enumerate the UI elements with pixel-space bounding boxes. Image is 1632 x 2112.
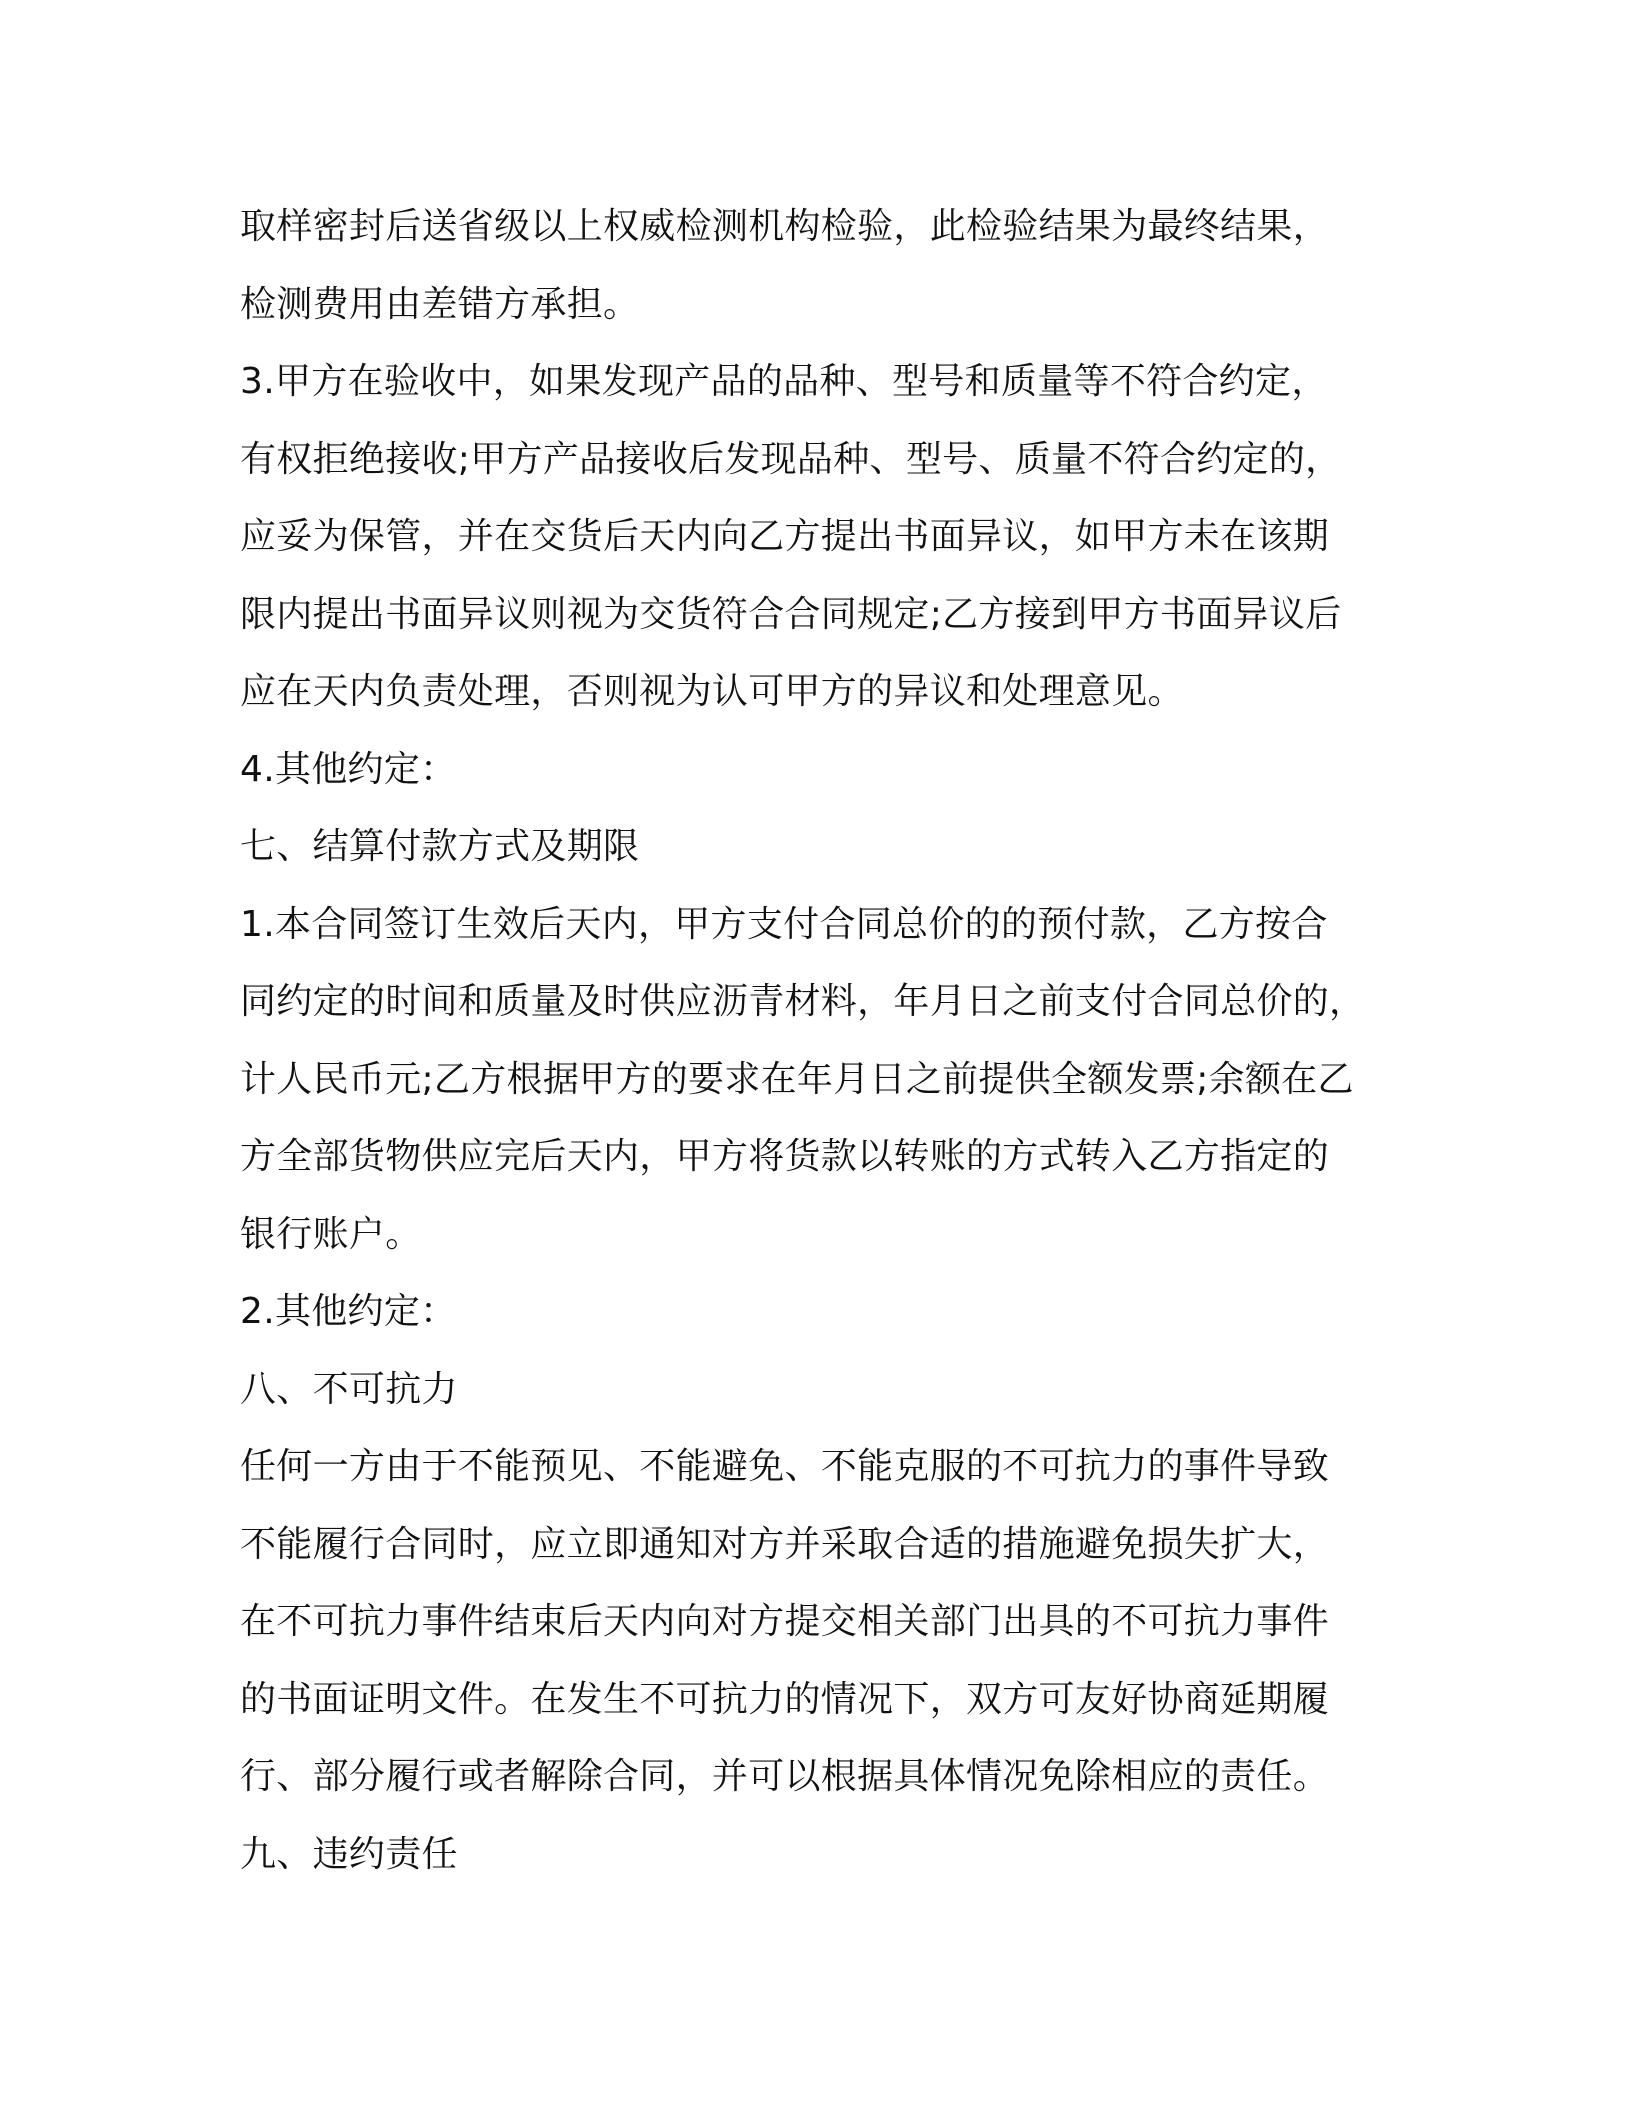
text-line: 的书面证明文件。在发生不可抗力的情况下，双方可友好协商延期履 bbox=[240, 1678, 1330, 1720]
clause-item-3: 3.甲方在验收中，如果发现产品的品种、型号和质量等不符合约定， bbox=[240, 361, 1328, 402]
text-line: 有权拒绝接收;甲方产品接收后发现品种、型号、质量不符合约定的， bbox=[240, 438, 1342, 480]
clause-item-4: 4.其他约定： bbox=[240, 748, 457, 790]
text-line: 同约定的时间和质量及时供应沥青材料，年月日之前支付合同总价的， bbox=[240, 981, 1366, 1022]
text-line: 限内提出书面异议则视为交货符合合同规定;乙方接到甲方书面异议后 bbox=[240, 593, 1342, 635]
text-line: 在不可抗力事件结束后天内向对方提交相关部门出具的不可抗力事件 bbox=[240, 1601, 1330, 1642]
text-line: 计人民币元;乙方根据甲方的要求在年月日之前提供全额发票;余额在乙 bbox=[240, 1058, 1354, 1100]
text-line: 方全部货物供应完后天内，甲方将货款以转账的方式转入乙方指定的 bbox=[240, 1136, 1330, 1177]
text-line: 不能履行合同时，应立即通知对方并采取合适的措施避免损失扩大， bbox=[240, 1523, 1330, 1565]
text-line: 银行账户。 bbox=[240, 1213, 422, 1255]
section-heading-9: 九、违约责任 bbox=[240, 1833, 458, 1875]
text-line: 检测费用由差错方承担。 bbox=[240, 283, 640, 325]
text-line: 应妥为保管，并在交货后天内向乙方提出书面异议，如甲方未在该期 bbox=[240, 516, 1330, 557]
text-line: 行、部分履行或者解除合同，并可以根据具体情况免除相应的责任。 bbox=[240, 1756, 1330, 1797]
text-line: 任何一方由于不能预见、不能避免、不能克服的不可抗力的事件导致 bbox=[240, 1446, 1330, 1487]
clause-item-1: 1.本合同签订生效后天内，甲方支付合同总价的的预付款，乙方按合 bbox=[240, 903, 1328, 945]
clause-item-2: 2.其他约定： bbox=[240, 1291, 457, 1332]
section-heading-8: 八、不可抗力 bbox=[240, 1368, 458, 1410]
text-line: 取样密封后送省级以上权威检测机构检验，此检验结果为最终结果， bbox=[240, 206, 1330, 247]
document-body bbox=[240, 188, 1400, 1893]
section-heading-7: 七、结算付款方式及期限 bbox=[240, 826, 640, 867]
text-line: 应在天内负责处理，否则视为认可甲方的异议和处理意见。 bbox=[240, 671, 1184, 712]
